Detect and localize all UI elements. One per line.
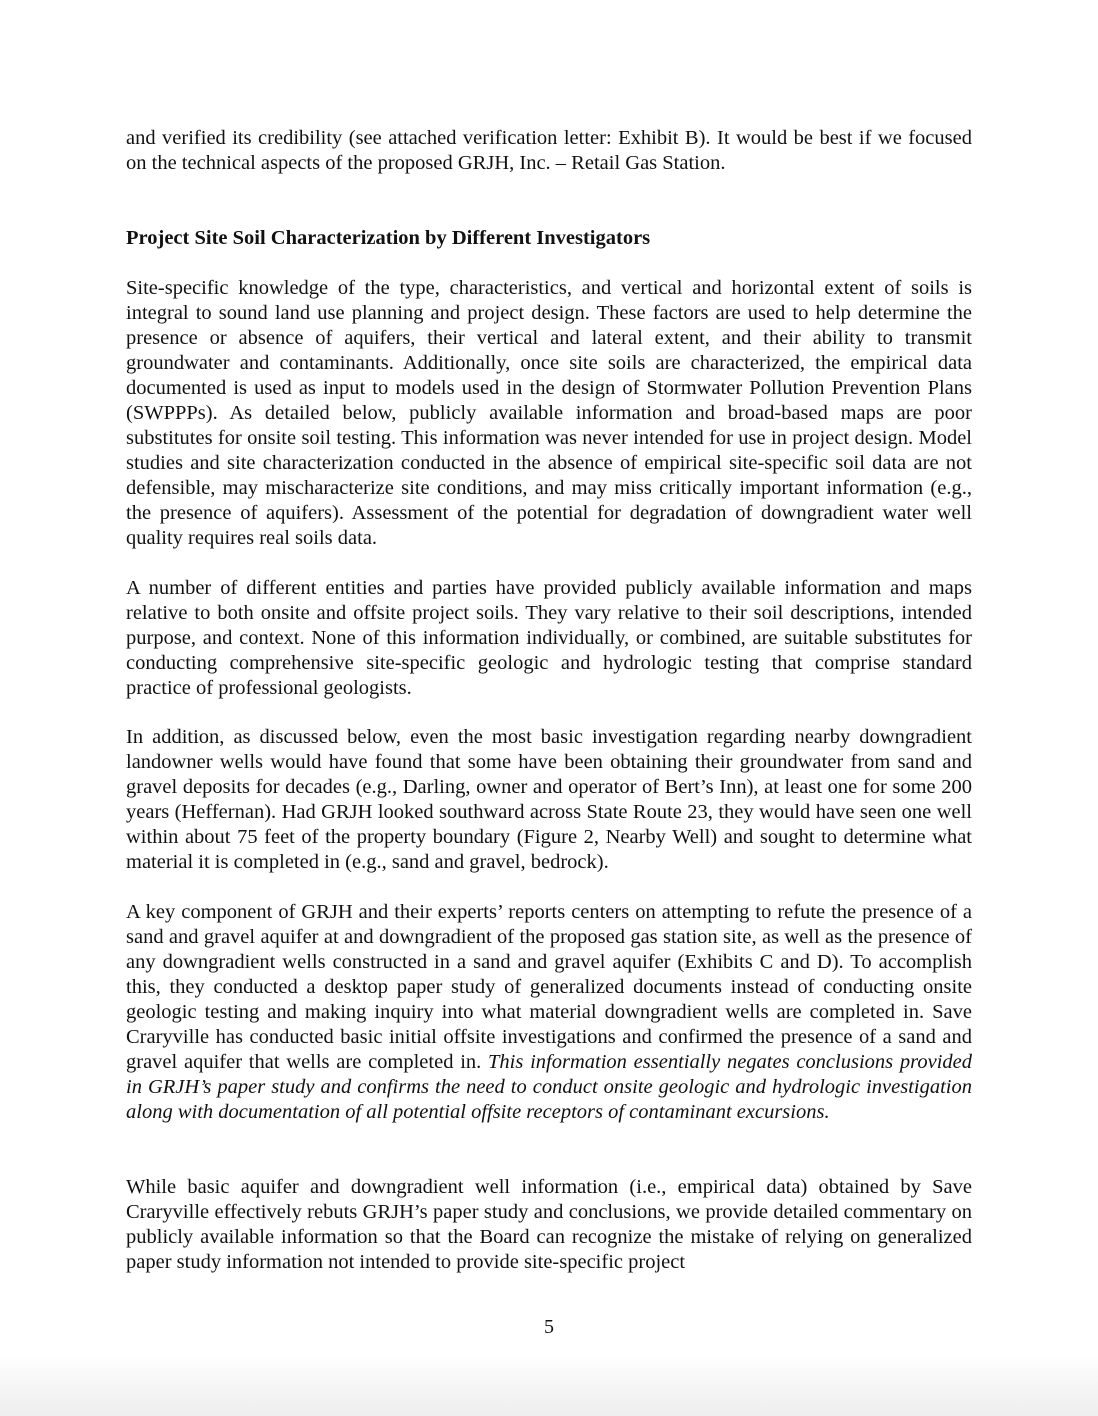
paragraph-rebuttal: While basic aquifer and downgradient well information (i.e., empirical data) obtained by Save Craryville effectively rebuts GRJH’s paper study and conclusions, we provide detailed commentary on publicly available information so that the Board can recognize the mistake of relying on generalized paper study information not intended to provide site-specific project — [126, 1176, 972, 1273]
paragraph-downgradient-wells: In addition, as discussed below, even the most basic investigation regarding nearby downgradient landowner wells would have found that some have been obtaining their groundwater from sand and gravel deposits for decades (e.g., Darling, owner and operator of Bert’s Inn), at least one for some 200 years (Heffernan). Had GRJH looked southward across State Route 23, they would have seen one well within about 75 feet of the property boundary (Figure 2, Nearby Well) and sought to determine what material it is completed in (e.g., sand and gravel, bedrock). — [126, 726, 972, 873]
paragraph-soil-knowledge: Site-specific knowledge of the type, characteristics, and vertical and horizontal extent of soils is integral to sound land use planning and project design. These factors are used to help determine the presence or absence of aquifers, their vertical and lateral extent, and their ability to transmit groundwater and contaminants. Additionally, once site soils are characterized, the empirical data documented is used as input to models used in the design of Stormwater Pollution Prevention Plans (SWPPPs). As detailed below, publicly available information and broad-based maps are poor substitutes for onsite soil testing. This information was never intended for use in project design. Model studies and site characterization conducted in the absence of empirical site-specific soil data are not defensible, may mischaracterize site conditions, and may miss critically important information (e.g., the presence of aquifers). Assessment of the potential for degradation of downgradient water well quality requires real soils data. — [126, 277, 972, 549]
paragraph-key-component-regular: A key component of GRJH and their experts’ reports centers on attempting to refute the presence of a sand and gravel aquifer at and downgradient of the proposed gas station site, as well as the presence of any downgradient wells constructed in a sand and gravel aquifer (Exhibits C and D). To accomplish this, they conducted a desktop paper study of generalized documents instead of conducting onsite geologic testing and making inquiry into what material downgradient wells are completed in. Save Craryville has conducted basic initial offsite investigations and confirmed the presence of a sand and gravel aquifer that wells are completed in. — [126, 901, 972, 1073]
section-heading: Project Site Soil Characterization by Different Investigators — [126, 227, 651, 249]
paragraph-continuation: and verified its credibility (see attached verification letter: Exhibit B). It would be best if we focused on the technical aspects of the proposed GRJH, Inc. – Retail Gas Station. — [126, 127, 972, 174]
page-number: 5 — [544, 1316, 554, 1338]
paragraph-key-component — [126, 900, 972, 1125]
paragraph-key-component-emphasis: This information essentially negates conclusions provided in GRJH’s paper study and confirms the need to conduct onsite geologic and hydrologic investigation along with documentation of all potential offsite receptors of contaminant excursions. — [126, 1051, 972, 1123]
paragraph-entities-maps: A number of different entities and parties have provided publicly available information and maps relative to both onsite and offsite project soils. They vary relative to their soil descriptions, intended purpose, and context. None of this information individually, or combined, are suitable substitutes for conducting comprehensive site-specific geologic and hydrologic testing that comprise standard practice of professional geologists. — [126, 577, 972, 699]
